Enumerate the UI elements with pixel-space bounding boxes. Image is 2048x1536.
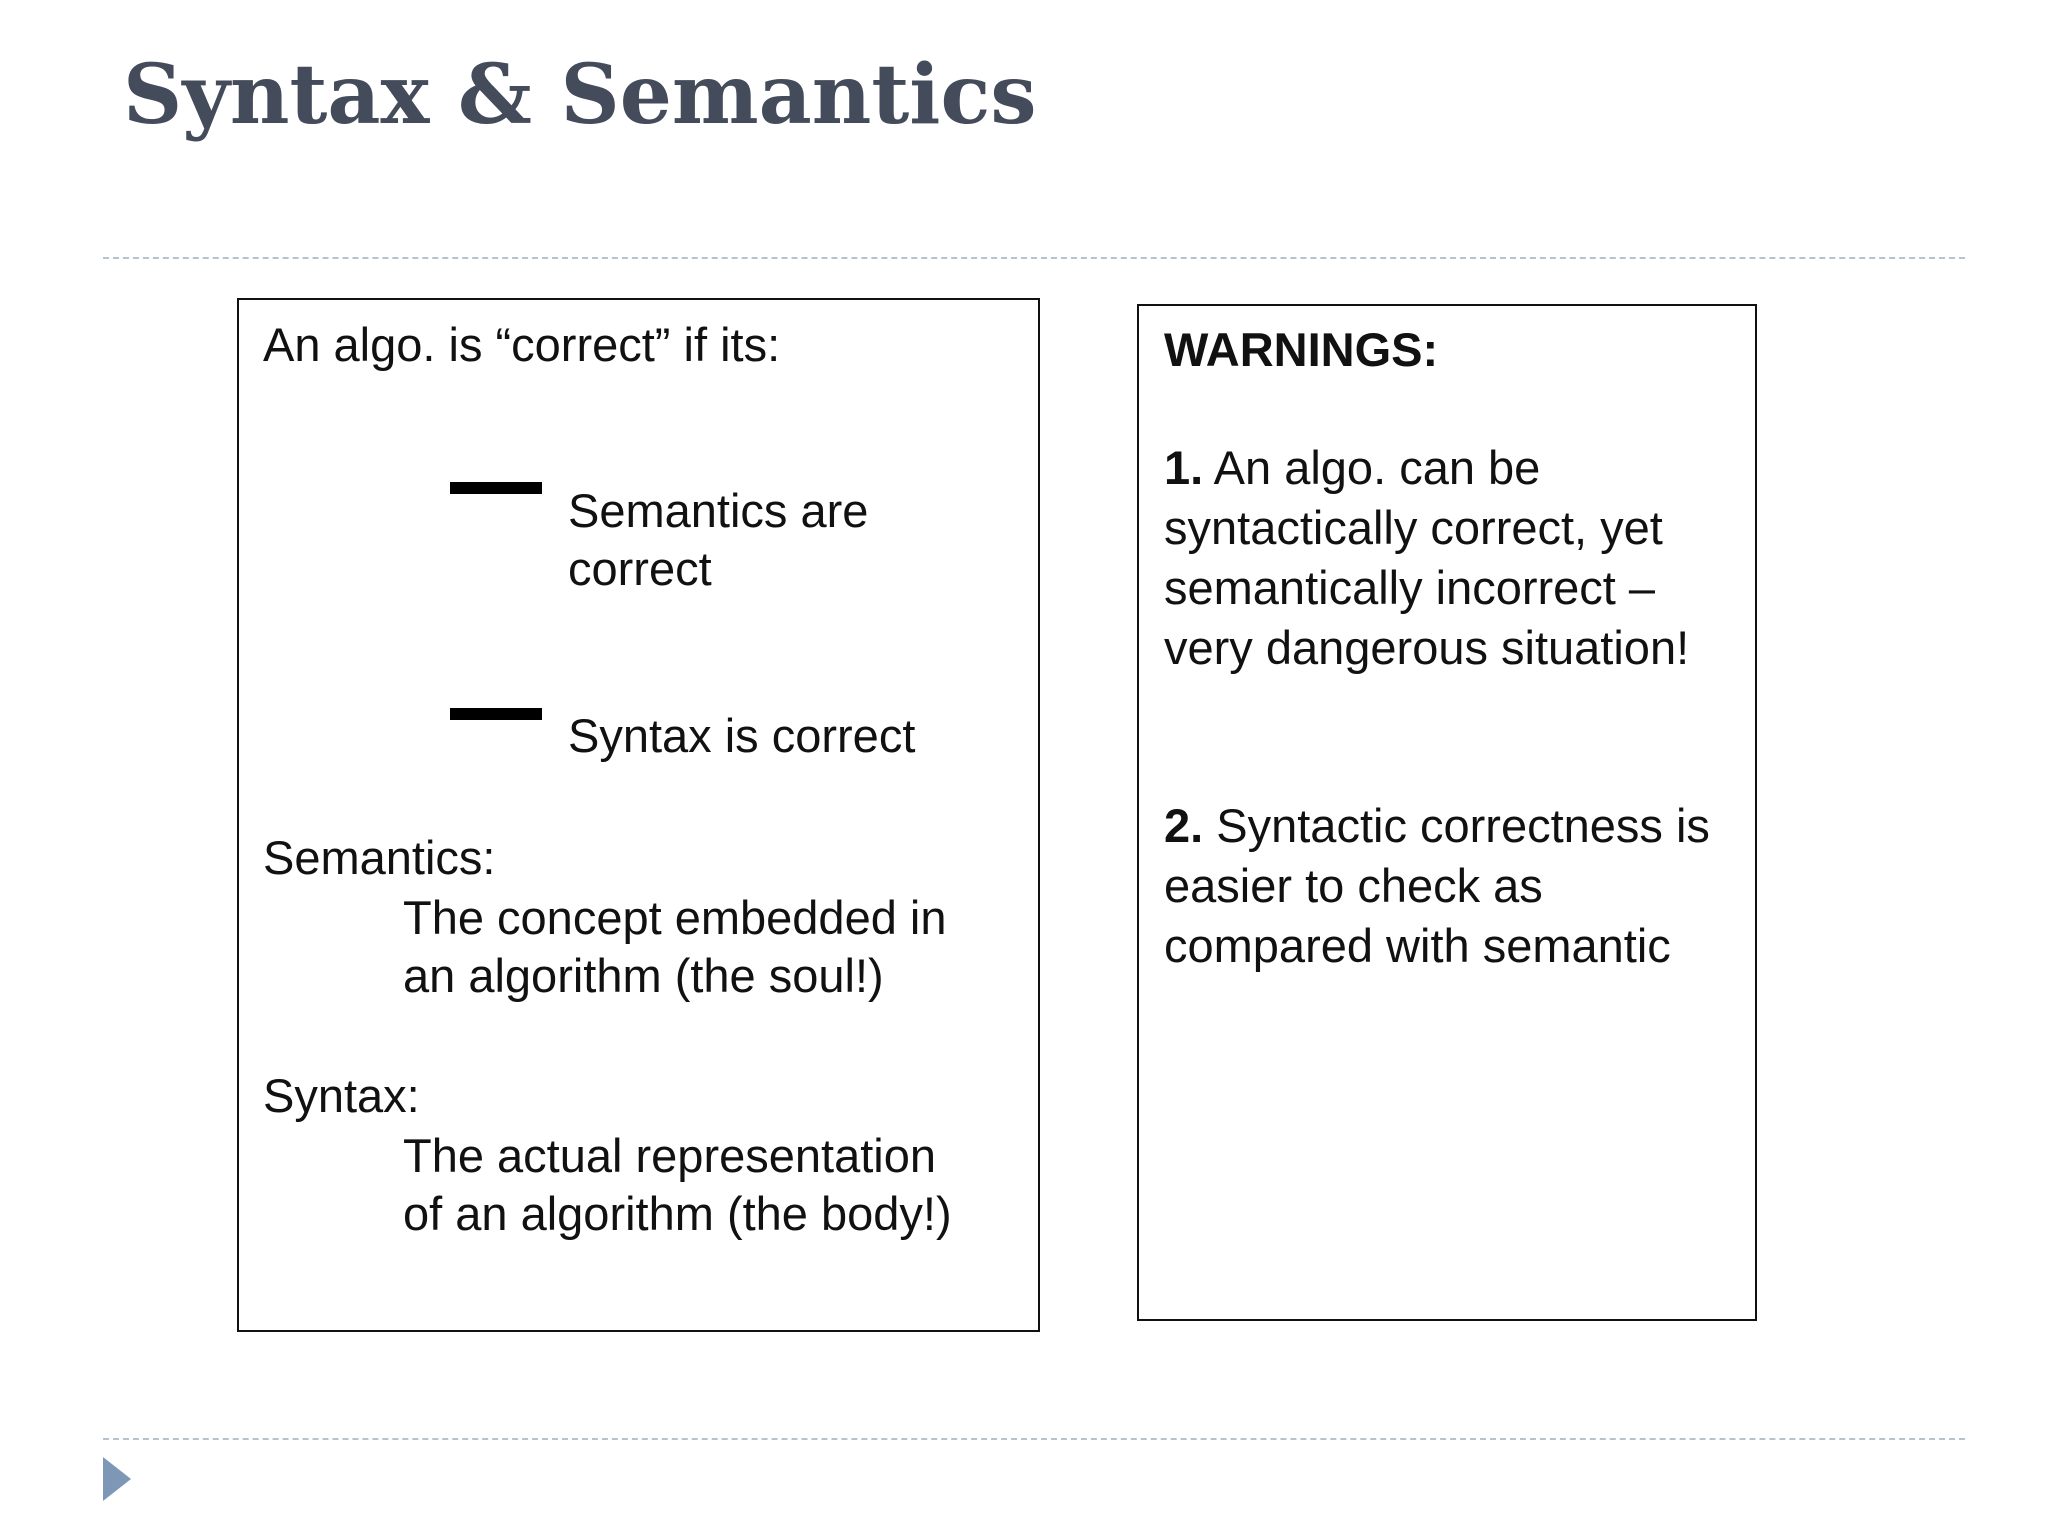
- semantics-definition-line2: an algorithm (the soul!): [403, 949, 884, 1002]
- bullet-semantics-line1: Semantics are: [568, 484, 869, 537]
- warning-item-2: [1164, 796, 1744, 976]
- warning-text-1: An algo. can be syntactically correct, yet semantically incorrect – very dangerous situation!: [1164, 441, 1690, 674]
- syntax-term: Syntax:: [263, 1069, 420, 1122]
- top-divider: [103, 257, 1965, 259]
- warnings-heading: WARNINGS:: [1164, 323, 1439, 376]
- warning-number-1: 1.: [1164, 441, 1204, 494]
- correctness-box: [237, 298, 1040, 1332]
- slide-title: Syntax & Semantics: [123, 47, 1037, 143]
- bullet-syntax-line1: Syntax is correct: [568, 709, 916, 762]
- warning-text-2: Syntactic correctness is easier to check as compared with semantic: [1164, 799, 1710, 972]
- syntax-definition-line1: The actual representation: [403, 1129, 936, 1182]
- play-arrow-icon: [103, 1457, 131, 1501]
- warnings-box: [1137, 304, 1757, 1321]
- warning-number-2: 2.: [1164, 799, 1204, 852]
- semantics-term: Semantics:: [263, 831, 496, 884]
- dash-bullet-syntax: [450, 708, 542, 720]
- bottom-divider: [103, 1438, 1965, 1440]
- syntax-definition-line2: of an algorithm (the body!): [403, 1187, 952, 1240]
- warning-item-1: [1164, 438, 1744, 678]
- dash-bullet-semantics: [450, 482, 542, 494]
- correctness-intro: An algo. is “correct” if its:: [263, 318, 781, 371]
- bullet-semantics-line2: correct: [568, 542, 712, 595]
- semantics-definition-line1: The concept embedded in: [403, 891, 947, 944]
